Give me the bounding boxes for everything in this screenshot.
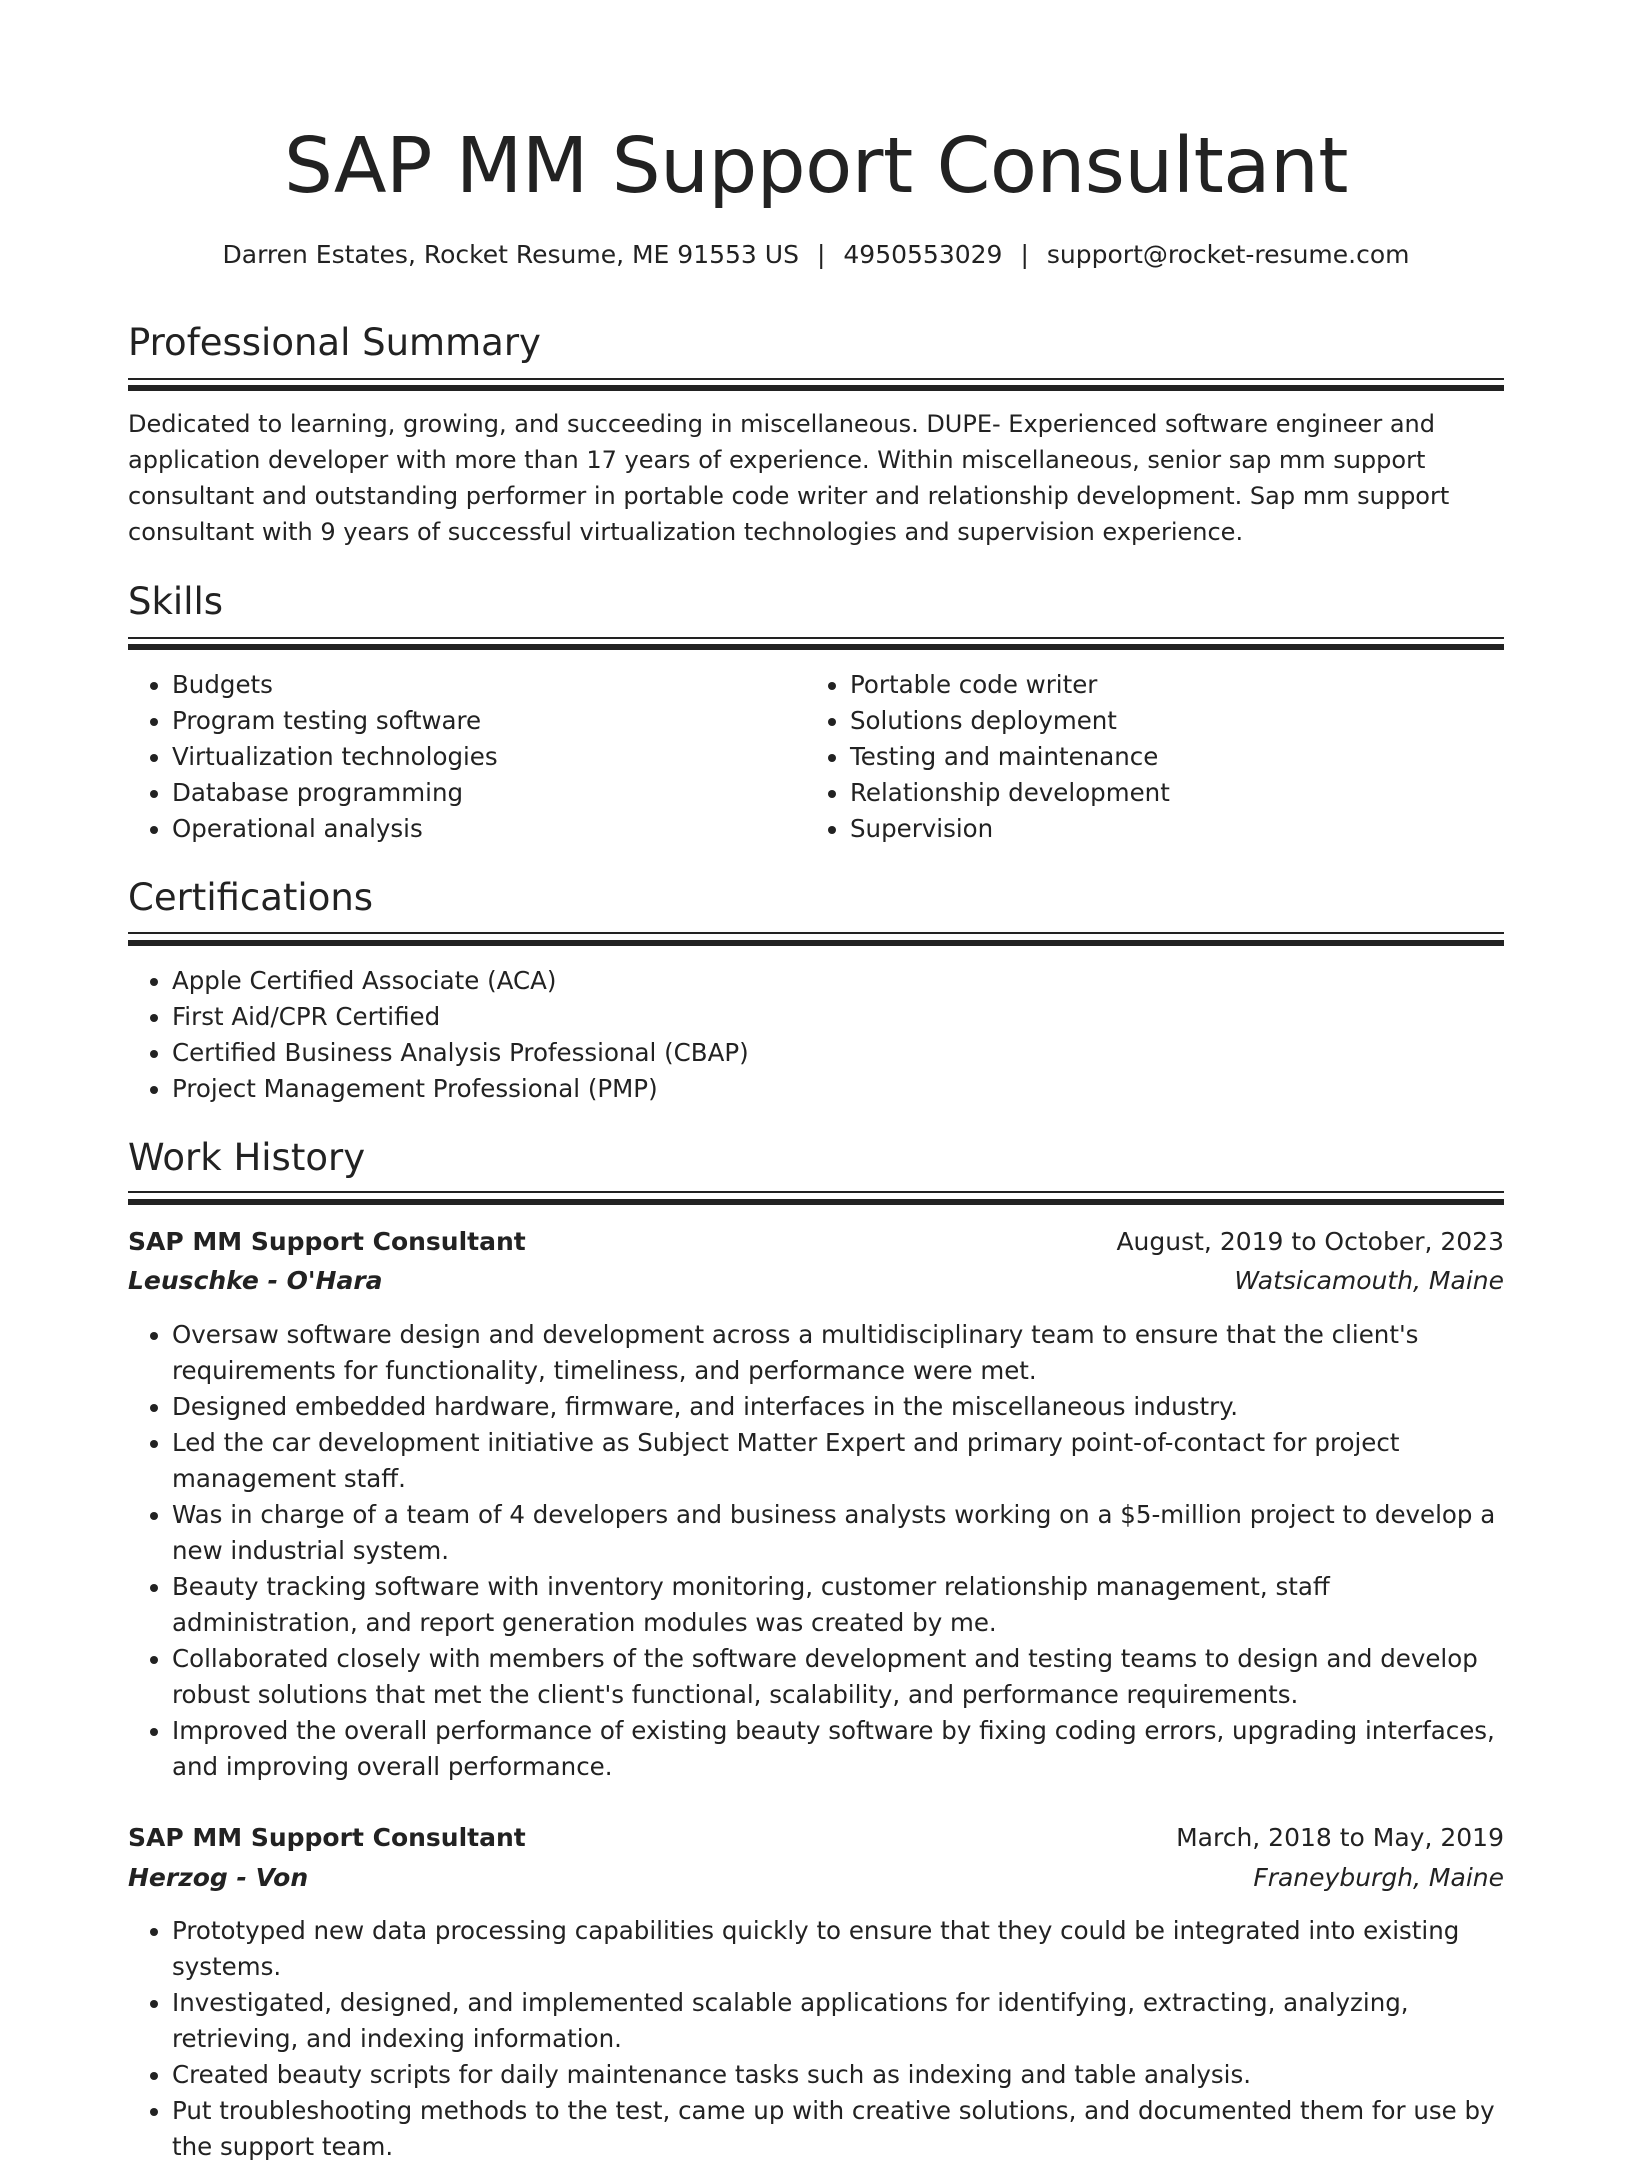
job-title: SAP MM Support Consultant <box>128 1227 526 1256</box>
job-bullet: • Led the car development initiative as Subject Matter Expert and primary point-of-contact for project management staff. <box>172 1425 1504 1497</box>
job-company: Herzog - Von <box>128 1863 309 1892</box>
section-divider <box>128 1191 1504 1193</box>
section-heading-summary: Professional Summary <box>128 321 541 364</box>
section-divider <box>128 637 1504 639</box>
job-bullets <box>128 1913 1504 2165</box>
skill-item: • Relationship development <box>850 775 1490 811</box>
summary-section <box>128 318 1504 368</box>
skill-item: • Operational analysis <box>172 811 812 847</box>
certifications-section <box>128 873 1504 923</box>
job-bullet: • Investigated, designed, and implemented scalable applications for identifying, extracting, analyzing, retrieving, and indexing information. <box>172 1985 1504 2057</box>
resume-title: SAP MM Support Consultant <box>284 122 1348 211</box>
certification-item: • Certified Business Analysis Professional (CBAP) <box>172 1035 1502 1071</box>
job-bullet: • Beauty tracking software with inventory monitoring, customer relationship management, staff administration, and report generation modules was created by me. <box>172 1569 1504 1641</box>
skill-item: • Supervision <box>850 811 1490 847</box>
section-divider <box>128 385 1504 391</box>
job-bullet: • Created beauty scripts for daily maintenance tasks such as indexing and table analysis. <box>172 2057 1504 2093</box>
job-bullet: • Was in charge of a team of 4 developers and business analysts working on a $5-million project to develop a new industrial system. <box>172 1497 1504 1569</box>
section-heading-work-history: Work History <box>128 1136 366 1179</box>
job-dates: August, 2019 to October, 2023 <box>1116 1227 1504 1256</box>
skill-item: • Portable code writer <box>850 667 1490 703</box>
contact-separator: | <box>816 240 826 269</box>
job-bullet: • Prototyped new data processing capabilities quickly to ensure that they could be integrated into existing systems. <box>172 1913 1504 1985</box>
contact-address: Darren Estates, Rocket Resume, ME 91553 US <box>222 240 799 269</box>
skills-section <box>128 577 1504 627</box>
job-bullet: • Designed embedded hardware, firmware, and interfaces in the miscellaneous industry. <box>172 1389 1504 1425</box>
section-heading-skills: Skills <box>128 580 224 623</box>
skills-list-left <box>128 667 812 847</box>
job-location: Watsicamouth, Maine <box>1234 1266 1504 1295</box>
contact-phone: 4950553029 <box>843 240 1003 269</box>
section-heading-certifications: Certifications <box>128 876 374 919</box>
section-divider <box>128 1199 1504 1205</box>
skills-list-right <box>806 667 1490 847</box>
contact-separator: | <box>1020 240 1029 269</box>
work-history-section <box>128 1133 1504 1183</box>
contact-email[interactable]: support@rocket-resume.com <box>1046 240 1410 269</box>
section-divider <box>128 940 1504 946</box>
skill-item: • Solutions deployment <box>850 703 1490 739</box>
section-divider <box>128 932 1504 934</box>
section-divider <box>128 644 1504 650</box>
job-title: SAP MM Support Consultant <box>128 1823 526 1852</box>
certifications-list <box>128 963 1502 1107</box>
contact-line <box>128 237 1504 273</box>
skill-item: • Database programming <box>172 775 812 811</box>
job-company: Leuschke - O'Hara <box>128 1266 383 1295</box>
summary-text: Dedicated to learning, growing, and succeeding in miscellaneous. DUPE- Experienced software engineer and application developer with more than 17 years of experience. Within miscellaneous, senior sap mm support consultant and outstanding performer in portable code writer and relationship development. Sap mm support consultant with 9 years of successful virtualization technologies and supervision experience. <box>128 410 1450 546</box>
certification-item: • Apple Certified Associate (ACA) <box>172 963 1502 999</box>
job-bullet: • Collaborated closely with members of the software development and testing teams to design and develop robust solutions that met the client's functional, scalability, and performance requirements. <box>172 1641 1504 1713</box>
job-bullet: • Improved the overall performance of existing beauty software by fixing coding errors, upgrading interfaces, and improving overall performance. <box>172 1713 1504 1785</box>
job-bullets <box>128 1317 1504 1785</box>
job-dates: March, 2018 to May, 2019 <box>1176 1823 1504 1852</box>
job-location: Franeyburgh, Maine <box>1253 1863 1504 1892</box>
certification-item: • First Aid/CPR Certified <box>172 999 1502 1035</box>
certification-item: • Project Management Professional (PMP) <box>172 1071 1502 1107</box>
job-bullet: • Oversaw software design and development across a multidisciplinary team to ensure that the client's requirements for functionality, timeliness, and performance were met. <box>172 1317 1504 1389</box>
job-bullet: • Put troubleshooting methods to the test, came up with creative solutions, and documented them for use by the support team. <box>172 2093 1504 2165</box>
skill-item: • Budgets <box>172 667 812 703</box>
skill-item: • Testing and maintenance <box>850 739 1490 775</box>
skill-item: • Virtualization technologies <box>172 739 812 775</box>
section-divider <box>128 378 1504 380</box>
skill-item: • Program testing software <box>172 703 812 739</box>
